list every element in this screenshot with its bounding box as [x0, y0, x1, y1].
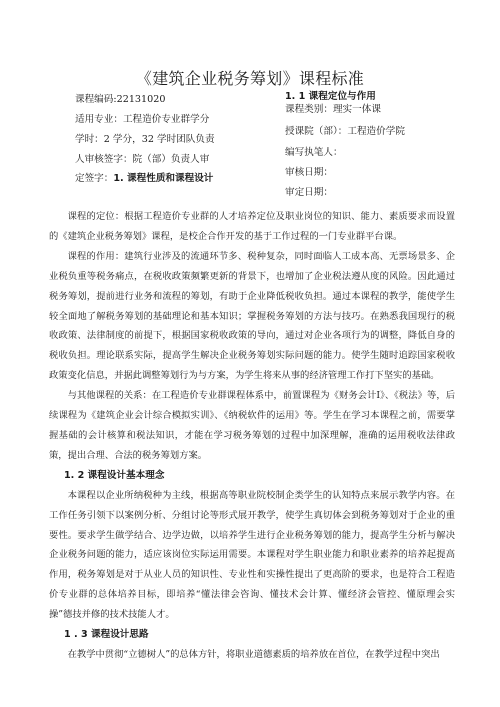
review-date: 审核日期： — [285, 167, 333, 178]
section-heading-1: 1. 课程性质和课程设计 — [113, 173, 214, 184]
credit-hours: 学时：2 学分，32 学时团队负责 — [75, 134, 215, 145]
section-heading: 1 . 3 课程设计思路 — [64, 629, 149, 641]
paragraph: 与其他课程的关系：在工程造价专业群课程体系中，前置课程为《财务会计Ⅰ》、《税法》等，后续课程为《建筑企业会计综合模拟实训》、《纳税软件的运用》等。学生在学习本课程之前，需要掌握基础的会计核算和税法知识，才能在学习税务筹划的过程中加深理解，准确的运用税收法律政策，提出合理、合法的税务筹划方案。 — [49, 390, 455, 461]
section-heading: 1. 2 课程设计基本理念 — [64, 469, 165, 481]
paragraph: 课程的定位：根据工程造价专业群的人才培养定位及职业岗位的知识、能力、素质要求而设置的《建筑企业税务筹划》课程，是校企合作开发的基于工作过程的一门专业群平台课。 — [49, 211, 455, 242]
teaching-dept: 授课院（部）：工程造价学院 — [285, 126, 405, 137]
approve-date: 审定日期： — [285, 187, 333, 198]
approval-sign-label: 定签字： — [75, 173, 114, 184]
paragraph: 课程的作用：建筑行业涉及的流通环节多、税种复杂，同时面临人工成本高、无票场景多、企业税负重等税务痛点，在税收政策频繁更新的背景下，也增加了企业税法遵从度的风险。因此通过税务筹划，提前进行业务和流程的筹划，有助于企业降低税收负担。通过本课程的教学，能使学生较全面地了解税务筹划的基础理论和基本知识；掌握税务筹划的方法与技巧。在熟悉我国现行的税收政策、法律制度的前提下，根据国家税收政策的导向，通过对企业各项行为的调整，降低自身的税收负担。理论联系实际，提高学生解决企业税务筹划实际问题的能力。使学生随时追踪国家税收政策变化信息，并据此调整筹划行为与方案，为学生将来从事的经济管理工作打下坚实的基础。 — [49, 250, 455, 382]
course-code: 课程编码:22131020 — [75, 94, 166, 105]
writer: 编写执笔人： — [285, 147, 343, 158]
page-title: 《建筑企业税务筹划》课程标准 — [135, 69, 365, 88]
applicable-major: 适用专业：工程造价专业群学分 — [75, 114, 210, 125]
paragraph: 本课程以企业所纳税种为主线，根据高等职业院校制企类学生的认知特点来展示教学内容。在工作任务引领下以案例分析、分组讨论等形式展开教学，使学生真切体会到税务筹划对于企业的重要性。要求学生做学结合、边学边做，以培养学生进行企业税务筹划的能力，提高学生分析与解决企业税务问题的能力，适应该岗位实际运用需要。本课程对学生职业能力和职业素养的培养起提高作用，税务筹划是对于从业人员的知识性、专业性和实操性提出了更高阶的要求，也是符合工程造价专业群的总体培养目标，即培养“懂法律会咨询、懂技术会计算、懂经济会管控、懂原理会实操”德技并修的技术技能人才。 — [49, 489, 455, 621]
approval-sign — [75, 173, 213, 185]
document-body — [49, 207, 455, 665]
reviewer-sign: 人审核签字：院（部）负责人审 — [75, 154, 210, 165]
course-category: 课程类别：理实一体课 — [285, 104, 381, 115]
paragraph: 在教学中贯彻“立德树人”的总体方针，将职业道德素质的培养放在首位，在教学过程中突出 — [67, 648, 440, 660]
section-heading-1-1: 1. 1 课程定位与作用 — [285, 91, 376, 102]
